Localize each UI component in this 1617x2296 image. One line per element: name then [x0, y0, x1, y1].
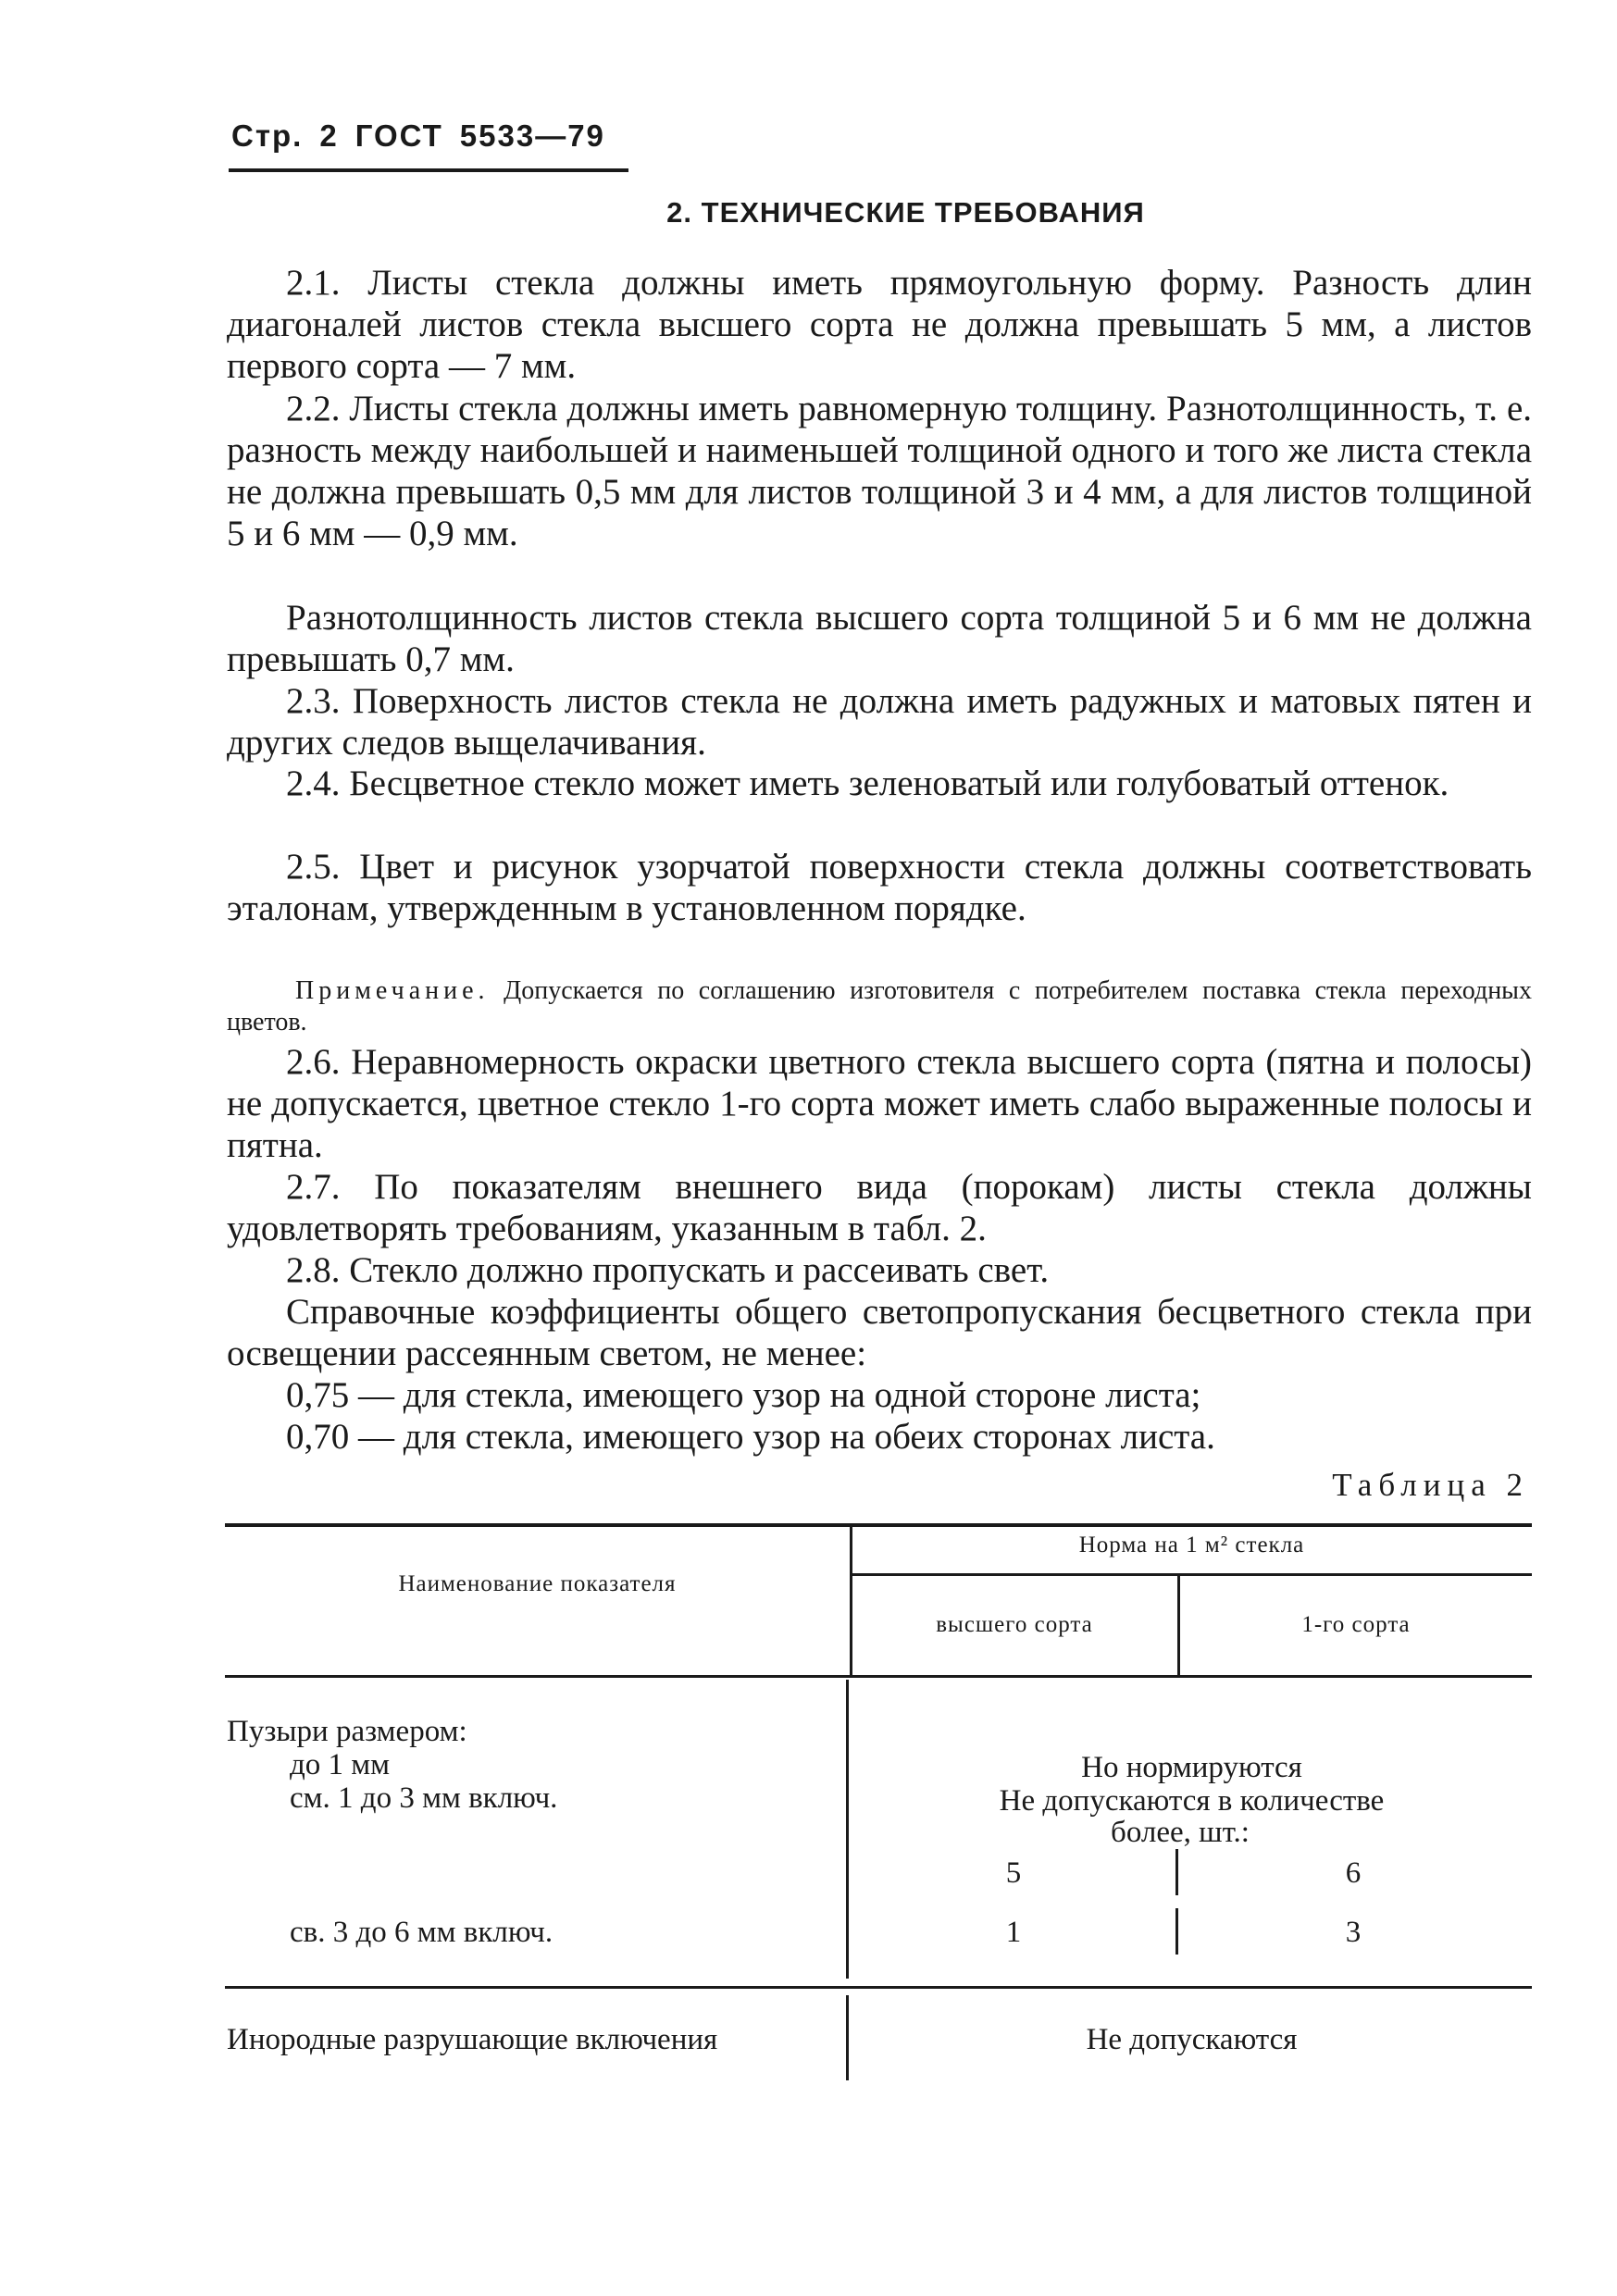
header-rule	[229, 168, 628, 172]
bubbles-not-normed: Но нормируются	[1081, 1751, 1302, 1784]
bubbles-not-allowed-2: более, шт.:	[1111, 1816, 1250, 1849]
bubbles-title: Пузыри размером:	[227, 1715, 467, 1748]
paragraph-2-2: 2.2. Листы стекла должны иметь равномерную толщину. Разнотолщинность, т. е. разность между наибольшей и наименьшей толщиной одного и того же листа стекла не должна превышать 0,5 мм для листов толщиной 3 и 4 мм, а для листов толщиной 5 и 6 мм — 0,9 мм.	[227, 389, 1532, 553]
standard-label: ГОСТ	[354, 118, 443, 153]
paragraph-2-7: 2.7. По показателям внешнего вида (порокам) листы стекла должны удовлетворять требованиям, указанным в табл. 2.	[227, 1167, 1532, 1248]
bubbles-row-3: св. 3 до 6 мм включ.	[290, 1916, 554, 1949]
standard-number: 5533—79	[459, 118, 605, 153]
table-header-grade-1: высшего сорта	[936, 1612, 1093, 1637]
table-header-grade-2: 1-го сорта	[1301, 1612, 1411, 1637]
paragraph-2-8: 2.8. Стекло должно пропускать и рассеивать свет.	[286, 1250, 1050, 1290]
inclusions-value: Не допускаются	[1086, 2023, 1298, 2056]
page-header	[231, 118, 622, 154]
table-vline-body	[846, 1680, 849, 1979]
note-label: Примечание.	[295, 976, 490, 1005]
table-header-name: Наименование показателя	[398, 1571, 677, 1596]
paragraph-coef-1: 0,75 — для стекла, имеющего узор на одной стороне листа;	[286, 1375, 1201, 1415]
paragraph-reference: Справочные коэффициенты общего светопропускания бесцветного стекла при освещении рассеянным светом, не менее:	[227, 1292, 1532, 1373]
table-top-rule	[225, 1523, 1532, 1527]
table-row-rule	[225, 1986, 1532, 1989]
bubbles-row-2: см. 1 до 3 мм включ.	[290, 1781, 558, 1815]
inclusions-label: Инородные разрушающие включения	[227, 2023, 718, 2056]
paragraph-2-3: 2.3. Поверхность листов стекла не должна иметь радужных и матовых пятен и других следов выщелачивания.	[227, 681, 1532, 763]
paragraph-2-2-cont: Разнотолщинность листов стекла высшего сорта толщиной 5 и 6 мм не должна превышать 0,7 мм.	[227, 598, 1532, 679]
note	[227, 975, 1532, 1038]
paragraph-2-6: 2.6. Неравномерность окраски цветного стекла высшего сорта (пятна и полосы) не допускается, цветное стекло 1-го сорта может иметь слабо выраженные полосы и пятна.	[227, 1042, 1532, 1165]
table-header-norm: Норма на 1 м² стекла	[1078, 1533, 1305, 1558]
r2-grade-1: 5	[1005, 1856, 1022, 1890]
table-caption: Таблица 2	[1332, 1467, 1529, 1503]
r3-grade-2: 3	[1345, 1916, 1362, 1949]
table-header-bottom-rule	[225, 1675, 1532, 1678]
note-text: Допускается по соглашению изготовителя с потребителем поставка стекла переходных цветов.	[227, 976, 1532, 1036]
page-label: Стр.	[231, 118, 304, 153]
paragraph-2-5: 2.5. Цвет и рисунок узорчатой поверхности стекла должны соответствовать эталонам, утвержденным в установленном порядке.	[227, 847, 1532, 928]
page-number: 2	[319, 118, 339, 153]
paragraph-2-4: 2.4. Бесцветное стекло может иметь зеленоватый или голубоватый оттенок.	[286, 763, 1449, 803]
bubbles-not-allowed-1: Не допускаются в количестве	[999, 1784, 1385, 1818]
table-vline-inclusions	[846, 1995, 849, 2080]
section-title: 2. ТЕХНИЧЕСКИЕ ТРЕБОВАНИЯ	[666, 196, 1145, 229]
r2-grade-2: 6	[1345, 1856, 1362, 1890]
table-subheader-rule	[852, 1573, 1532, 1576]
bubbles-row-1: до 1 мм	[290, 1748, 391, 1781]
r3-grade-1: 1	[1005, 1916, 1022, 1949]
paragraph-coef-2: 0,70 — для стекла, имеющего узор на обеих сторонах листа.	[286, 1417, 1215, 1457]
paragraph-2-1: 2.1. Листы стекла должны иметь прямоугольную форму. Разность длин диагоналей листов стекла высшего сорта не должна превышать 5 мм, а листов первого сорта — 7 мм.	[227, 263, 1532, 386]
